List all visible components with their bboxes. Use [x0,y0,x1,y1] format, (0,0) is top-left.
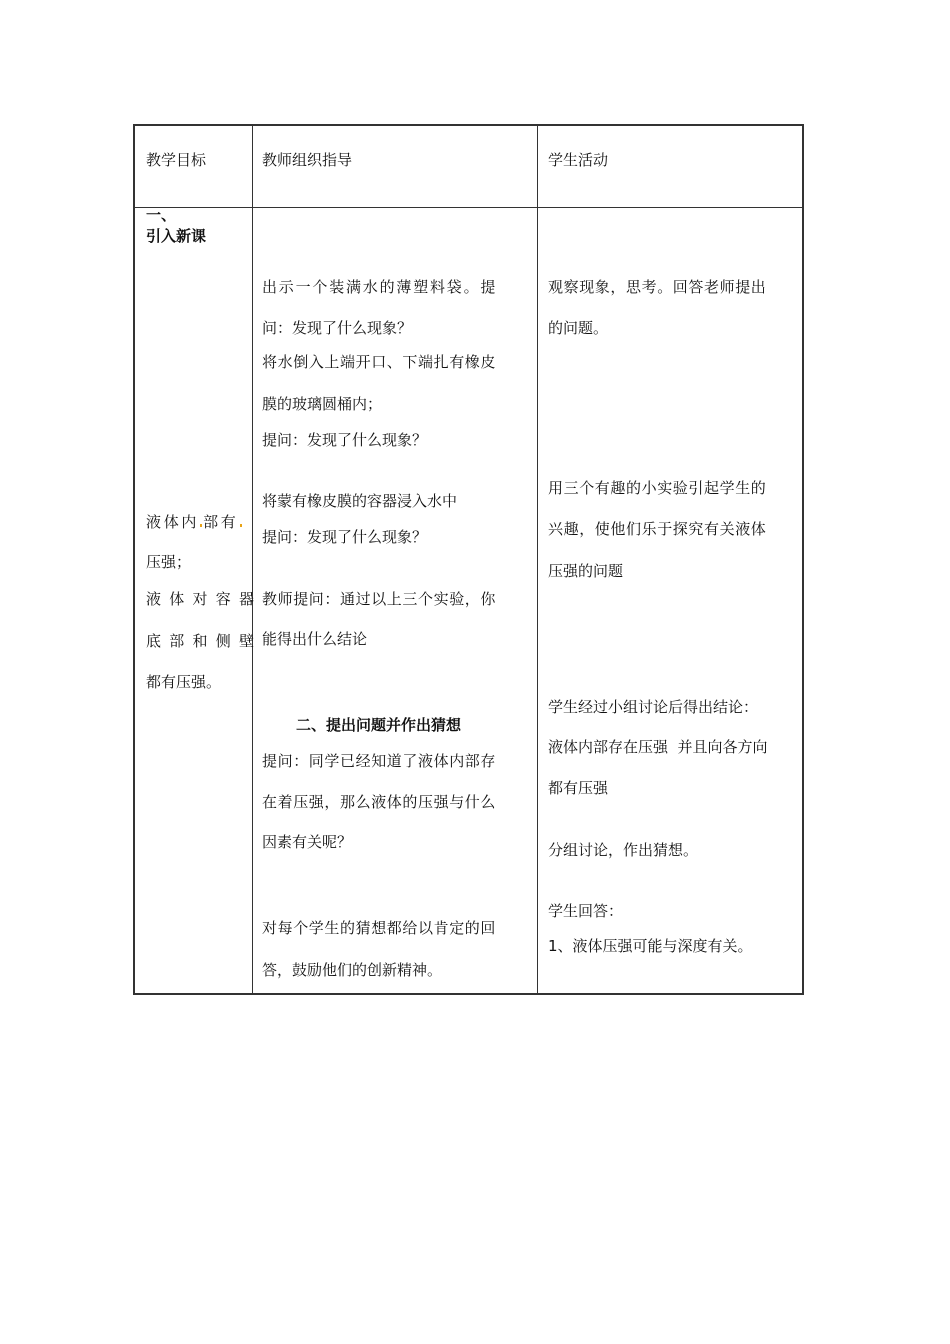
column-divider [252,126,253,993]
objective-line: 压强； [146,553,192,571]
teacher-line: 将蒙有橡皮膜的容器浸入水中 [262,492,458,510]
teacher-line: 问：发现了什么现象？ [262,319,413,337]
teacher-line: 教师提问：通过以上三个实验，你 [262,590,497,608]
teacher-line: 提问：同学已经知道了液体内部存 [262,752,497,770]
student-line: 分组讨论，作出猜想。 [548,841,699,859]
objective-line: 都有压强。 [146,673,222,691]
teacher-line: 提问：发现了什么现象？ [262,528,428,546]
teacher-line: 将水倒入上端开口、下端扎有橡皮 [262,353,497,371]
student-line: 的问题。 [548,319,609,337]
column-divider [537,126,538,993]
student-line: 用三个有趣的小实验引起学生的 [548,479,767,497]
objective-text: 液体内 [146,513,200,531]
section-number: 一、 [146,206,177,224]
student-line: 学生经过小组讨论后得出结论： [548,698,759,716]
teacher-line: 对每个学生的猜想都给以肯定的回 [262,919,497,937]
student-line: 观察现象，思考。回答老师提出 [548,278,767,296]
teacher-line: 答，鼓励他们的创新精神。 [262,961,443,979]
section-heading: 二、提出问题并作出猜想 [296,716,462,734]
objective-text: 部有 [203,513,239,531]
student-line: 兴趣，使他们乐于探究有关液体 [548,520,767,538]
header-student-activity: 学生活动 [548,151,609,169]
objective-line: 底部和侧壁 [146,632,263,650]
student-line: 液体内部存在压强 并且向各方向 [548,738,768,756]
student-line: 都有压强 [548,779,609,797]
marker-dot [240,524,242,527]
teacher-line: 膜的玻璃圆桶内； [262,395,383,413]
section-title: 引入新课 [146,227,207,245]
lesson-plan-table [133,124,804,995]
header-teaching-goal: 教学目标 [146,151,207,169]
teacher-line: 能得出什么结论 [262,630,368,648]
marker-dot [200,524,202,527]
teacher-line: 因素有关呢？ [262,833,353,851]
teacher-line: 出示一个装满水的薄塑料袋。提 [262,278,498,296]
header-teacher-guidance: 教师组织指导 [262,151,353,169]
objective-line: 液体对容器 [146,590,263,608]
student-line: 压强的问题 [548,562,624,580]
header-divider [135,207,802,208]
student-line: 学生回答： [548,902,624,920]
student-line: 1、液体压强可能与深度有关。 [548,937,753,955]
teacher-line: 提问：发现了什么现象？ [262,431,428,449]
objective-line [146,512,243,532]
teacher-line: 在着压强，那么液体的压强与什么 [262,793,497,811]
